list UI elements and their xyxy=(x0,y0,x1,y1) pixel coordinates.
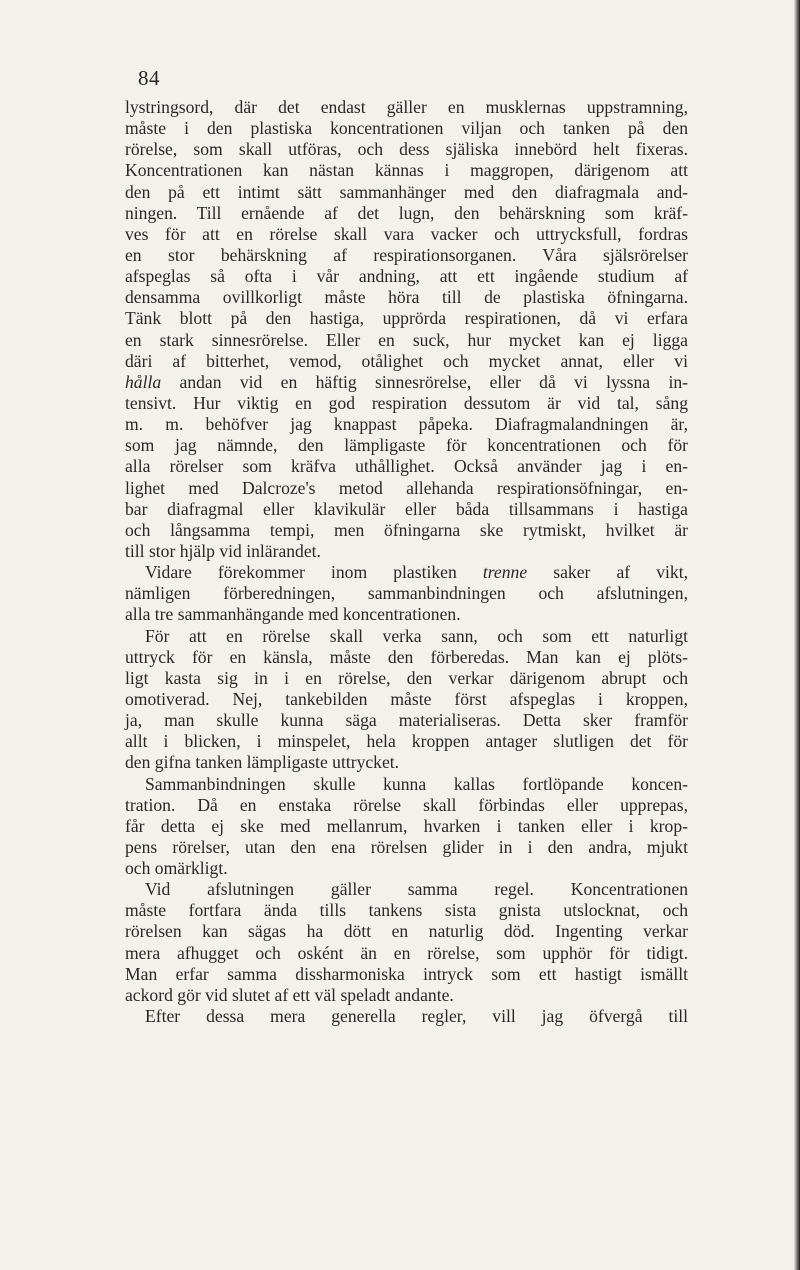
text-line: afspeglas så ofta i vår andning, att ett ingående studium af xyxy=(125,266,688,287)
text-line: och omärkligt. xyxy=(125,858,228,879)
text-line: Vidare förekommer inom plastiken trenne saker af vikt, xyxy=(145,562,688,583)
text-line: till stor hjälp vid inlärandet. xyxy=(125,540,321,561)
page-edge xyxy=(794,0,800,1270)
text-line: pens rörelser, utan den ena rörelsen glider in i den andra, mjukt xyxy=(125,836,688,857)
body-text xyxy=(125,97,688,1027)
text-line: får detta ej ske med mellanrum, hvarken i tanken eller i krop- xyxy=(125,815,688,836)
text-line: Sammanbindningen skulle kunna kallas fortlöpande koncen- xyxy=(145,773,688,794)
text-line: som jag nämnde, den lämpligaste för koncentrationen och för xyxy=(125,435,688,456)
text-line: Efter dessa mera generella regler, vill jag öfvergå till xyxy=(145,1006,688,1027)
text-line: en stor behärskning af respirationsorganen. Våra själsrörelser xyxy=(125,244,688,265)
text-line: däri af bitterhet, vemod, otålighet och mycket annat, eller vi xyxy=(125,350,688,371)
text-line: Vid afslutningen gäller samma regel. Koncentrationen xyxy=(145,879,688,900)
text-line: mera afhugget och osként än en rörelse, som upphör för tidigt. xyxy=(125,942,688,963)
text-line: För att en rörelse skall verka sann, och som ett naturligt xyxy=(145,625,688,646)
text-line: densamma ovillkorligt måste höra till de plastiska öfningarna. xyxy=(125,287,688,308)
text-line: bar diafragmal eller klavikulär eller båda tillsammans i hastiga xyxy=(125,498,688,519)
text-line: m. m. behöfver jag knappast påpeka. Diafragmalandningen är, xyxy=(125,414,688,435)
text-line: alla rörelser som kräfva uthållighet. Också använder jag i en- xyxy=(125,456,688,477)
text-line: lystringsord, där det endast gäller en musklernas uppstramning, xyxy=(125,97,688,117)
page-number: 84 xyxy=(138,66,160,90)
text-line: Koncentrationen kan nästan kännas i maggropen, därigenom att xyxy=(125,160,688,181)
text-line: ja, man skulle kunna säga materialiseras. Detta sker framför xyxy=(125,710,688,731)
text-line: och långsamma tempi, men öfningarna ske rytmiskt, hvilket är xyxy=(125,519,688,540)
text-line: rörelse, som skall utföras, och dess själiska innebörd helt fixeras. xyxy=(125,139,688,160)
text-line: ves för att en rörelse skall vara vacker och uttrycksfull, fordras xyxy=(125,223,688,244)
text-line: ningen. Till ernående af det lugn, den behärskning som kräf- xyxy=(125,202,688,223)
text-line: måste i den plastiska koncentrationen viljan och tanken på den xyxy=(125,118,688,139)
text-line: hålla andan vid en häftig sinnesrörelse, eller då vi lyssna in- xyxy=(125,371,688,392)
text-line: Tänk blott på den hastiga, upprörda respirationen, då vi erfara xyxy=(125,308,688,329)
text-line: tration. Då en enstaka rörelse skall förbindas eller upprepas, xyxy=(125,794,688,815)
text-line: rörelsen kan sägas ha dött en naturlig död. Ingenting verkar xyxy=(125,921,688,942)
text-line: tensivt. Hur viktig en god respiration dessutom är vid tal, sång xyxy=(125,392,688,413)
text-line: en stark sinnesrörelse. Eller en suck, hur mycket kan ej ligga xyxy=(125,329,688,350)
text-line: uttryck för en känsla, måste den förberedas. Man kan ej plöts- xyxy=(125,646,688,667)
text-line: den på ett intimt sätt sammanhänger med den diafragmala and- xyxy=(125,181,688,202)
text-line: Man erfar samma dissharmoniska intryck som ett hastigt ismällt xyxy=(125,963,688,984)
text-line: omotiverad. Nej, tankebilden måste först afspeglas i kroppen, xyxy=(125,688,688,709)
text-line: ligt kasta sig in i en rörelse, den verkar därigenom abrupt och xyxy=(125,667,688,688)
text-line: allt i blicken, i minspelet, hela kroppen antager slutligen det för xyxy=(125,731,688,752)
text-line: lighet med Dalcroze's metod allehanda respirationsöfningar, en- xyxy=(125,477,688,498)
text-line: ackord gör vid slutet af ett väl speladt andante. xyxy=(125,984,454,1005)
text-line: måste fortfara ända tills tankens sista gnista utslocknat, och xyxy=(125,900,688,921)
text-line: nämligen förberedningen, sammanbindningen och afslutningen, xyxy=(125,583,688,604)
text-line: den gifna tanken lämpligaste uttrycket. xyxy=(125,752,400,773)
text-line: alla tre sammanhängande med koncentrationen. xyxy=(125,604,461,625)
